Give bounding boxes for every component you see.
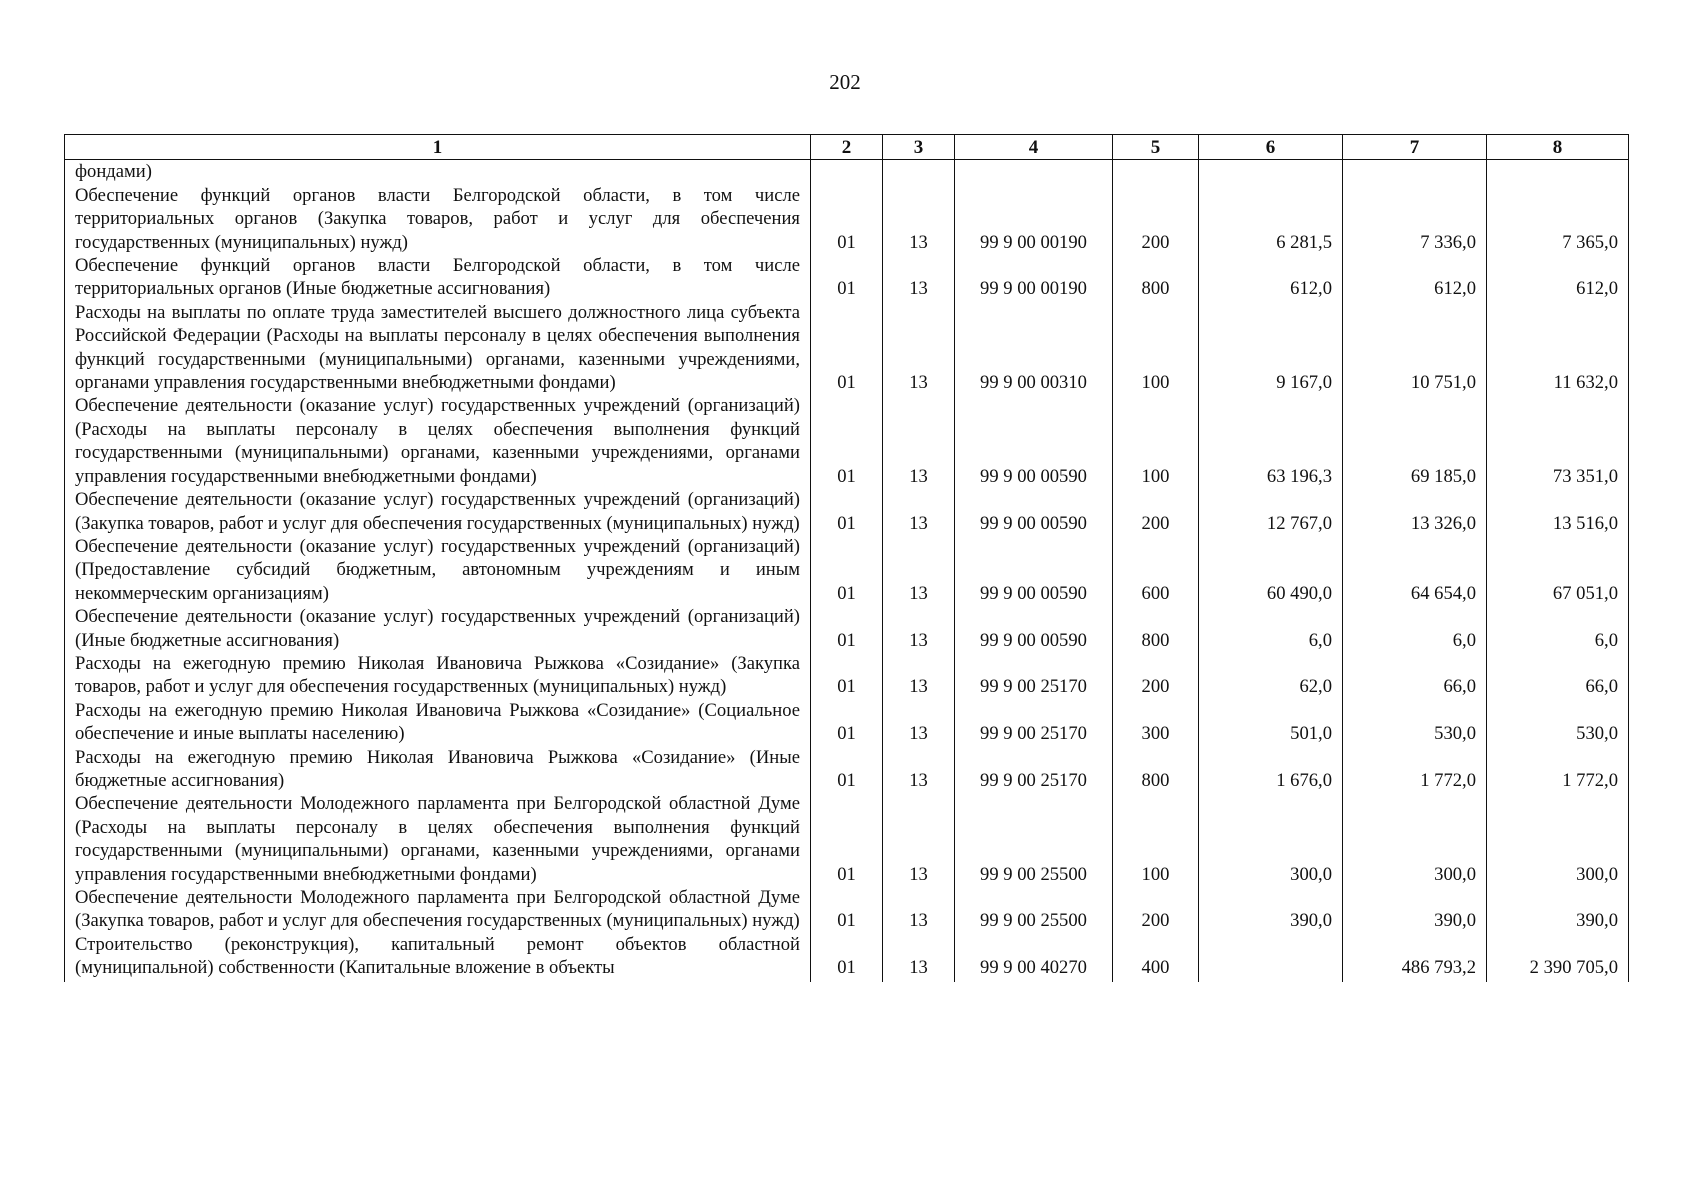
row-subsection: 13 — [883, 699, 955, 746]
row-target-article: 99 9 00 00590 — [955, 535, 1113, 605]
column-header-6: 6 — [1199, 135, 1343, 160]
row-amount-year-2: 7 336,0 — [1343, 184, 1487, 254]
row-amount-year-3 — [1487, 160, 1629, 184]
row-section: 01 — [811, 535, 883, 605]
row-description: Обеспечение деятельности (оказание услуг) государственных учреждений (организаций) (Расходы на выплаты персоналу в целях обеспечения выполнения функций государственными (муниципальными) органами, казенными учреждениями, органами управления государственными внебюджетными фондами) — [65, 394, 811, 488]
row-amount-year-1: 60 490,0 — [1199, 535, 1343, 605]
row-subsection: 13 — [883, 792, 955, 886]
row-section: 01 — [811, 746, 883, 793]
row-amount-year-3: 300,0 — [1487, 792, 1629, 886]
row-subsection: 13 — [883, 746, 955, 793]
table-row — [65, 184, 1629, 254]
table-row — [65, 488, 1629, 535]
row-description: Обеспечение деятельности (оказание услуг) государственных учреждений (организаций) (Иные бюджетные ассигнования) — [65, 605, 811, 652]
row-amount-year-2: 300,0 — [1343, 792, 1487, 886]
row-subsection: 13 — [883, 254, 955, 301]
row-subsection: 13 — [883, 301, 955, 395]
column-header-5: 5 — [1113, 135, 1199, 160]
row-amount-year-2: 390,0 — [1343, 886, 1487, 933]
table-row — [65, 160, 1629, 184]
table-row — [65, 535, 1629, 605]
row-section: 01 — [811, 699, 883, 746]
row-target-article: 99 9 00 25170 — [955, 652, 1113, 699]
row-amount-year-3: 73 351,0 — [1487, 394, 1629, 488]
row-amount-year-3: 1 772,0 — [1487, 746, 1629, 793]
row-amount-year-2: 10 751,0 — [1343, 301, 1487, 395]
row-section: 01 — [811, 605, 883, 652]
row-amount-year-3: 67 051,0 — [1487, 535, 1629, 605]
row-expense-type: 800 — [1113, 254, 1199, 301]
row-expense-type: 200 — [1113, 488, 1199, 535]
row-amount-year-1: 12 767,0 — [1199, 488, 1343, 535]
table-row — [65, 394, 1629, 488]
row-target-article: 99 9 00 00190 — [955, 254, 1113, 301]
row-expense-type: 200 — [1113, 652, 1199, 699]
row-amount-year-3: 66,0 — [1487, 652, 1629, 699]
row-description: Обеспечение деятельности (оказание услуг) государственных учреждений (организаций) (Закупка товаров, работ и услуг для обеспечения государственных (муниципальных) нужд) — [65, 488, 811, 535]
row-expense-type: 200 — [1113, 886, 1199, 933]
row-expense-type: 100 — [1113, 792, 1199, 886]
row-amount-year-2: 1 772,0 — [1343, 746, 1487, 793]
row-section: 01 — [811, 301, 883, 395]
row-amount-year-2 — [1343, 160, 1487, 184]
row-subsection — [883, 160, 955, 184]
row-description: Расходы на ежегодную премию Николая Ивановича Рыжкова «Созидание» (Социальное обеспечение и иные выплаты населению) — [65, 699, 811, 746]
row-expense-type: 800 — [1113, 746, 1199, 793]
row-amount-year-2: 612,0 — [1343, 254, 1487, 301]
row-target-article: 99 9 00 25170 — [955, 699, 1113, 746]
row-section: 01 — [811, 886, 883, 933]
table-row — [65, 792, 1629, 886]
row-amount-year-1 — [1199, 933, 1343, 982]
row-subsection: 13 — [883, 535, 955, 605]
column-header-8: 8 — [1487, 135, 1629, 160]
row-description: Строительство (реконструкция), капитальный ремонт объектов областной (муниципальной) собственности (Капитальные вложение в объекты — [65, 933, 811, 982]
row-section: 01 — [811, 933, 883, 982]
table-header-row — [65, 135, 1629, 160]
table-row — [65, 605, 1629, 652]
row-amount-year-1: 6 281,5 — [1199, 184, 1343, 254]
row-expense-type: 100 — [1113, 301, 1199, 395]
row-description: Обеспечение функций органов власти Белгородской области, в том числе территориальных органов (Иные бюджетные ассигнования) — [65, 254, 811, 301]
row-amount-year-2: 64 654,0 — [1343, 535, 1487, 605]
row-section: 01 — [811, 652, 883, 699]
row-description: Расходы на ежегодную премию Николая Ивановича Рыжкова «Созидание» (Закупка товаров, работ и услуг для обеспечения государственных (муниципальных) нужд) — [65, 652, 811, 699]
row-amount-year-1: 300,0 — [1199, 792, 1343, 886]
row-subsection: 13 — [883, 394, 955, 488]
row-expense-type: 800 — [1113, 605, 1199, 652]
budget-table — [64, 134, 1629, 982]
row-amount-year-2: 66,0 — [1343, 652, 1487, 699]
column-header-7: 7 — [1343, 135, 1487, 160]
row-description: Обеспечение деятельности Молодежного парламента при Белгородской областной Думе (Расходы на выплаты персоналу в целях обеспечения выполнения функций государственными (муниципальными) органами, казенными учреждениями, органами управления государственными внебюджетными фондами) — [65, 792, 811, 886]
column-header-3: 3 — [883, 135, 955, 160]
row-amount-year-2: 13 326,0 — [1343, 488, 1487, 535]
row-target-article: 99 9 00 00590 — [955, 394, 1113, 488]
row-description: Расходы на выплаты по оплате труда заместителей высшего должностного лица субъекта Российской Федерации (Расходы на выплаты персоналу в целях обеспечения выполнения функций государственными (муниципальными) органами, казенными учреждениями, органами управления государственными внебюджетными фондами) — [65, 301, 811, 395]
table-row — [65, 652, 1629, 699]
table-row — [65, 301, 1629, 395]
row-amount-year-1: 612,0 — [1199, 254, 1343, 301]
row-expense-type: 100 — [1113, 394, 1199, 488]
row-target-article: 99 9 00 00590 — [955, 605, 1113, 652]
row-section: 01 — [811, 394, 883, 488]
row-section: 01 — [811, 792, 883, 886]
row-subsection: 13 — [883, 184, 955, 254]
page-number: 202 — [829, 70, 861, 94]
row-subsection: 13 — [883, 605, 955, 652]
row-target-article: 99 9 00 25500 — [955, 886, 1113, 933]
row-target-article: 99 9 00 25170 — [955, 746, 1113, 793]
row-amount-year-1: 9 167,0 — [1199, 301, 1343, 395]
column-header-1: 1 — [65, 135, 811, 160]
row-description: фондами) — [65, 160, 811, 184]
row-section: 01 — [811, 488, 883, 535]
row-amount-year-3: 6,0 — [1487, 605, 1629, 652]
row-subsection: 13 — [883, 933, 955, 982]
row-target-article: 99 9 00 00310 — [955, 301, 1113, 395]
row-expense-type: 300 — [1113, 699, 1199, 746]
row-amount-year-1: 390,0 — [1199, 886, 1343, 933]
row-description: Расходы на ежегодную премию Николая Ивановича Рыжкова «Созидание» (Иные бюджетные ассигнования) — [65, 746, 811, 793]
row-amount-year-1: 1 676,0 — [1199, 746, 1343, 793]
row-target-article: 99 9 00 00190 — [955, 184, 1113, 254]
row-amount-year-3: 13 516,0 — [1487, 488, 1629, 535]
row-subsection: 13 — [883, 886, 955, 933]
row-description: Обеспечение деятельности Молодежного парламента при Белгородской областной Думе (Закупка товаров, работ и услуг для обеспечения государственных (муниципальных) нужд) — [65, 886, 811, 933]
row-section: 01 — [811, 184, 883, 254]
row-amount-year-1: 63 196,3 — [1199, 394, 1343, 488]
row-subsection: 13 — [883, 488, 955, 535]
row-amount-year-1: 6,0 — [1199, 605, 1343, 652]
table-row — [65, 886, 1629, 933]
row-target-article: 99 9 00 25500 — [955, 792, 1113, 886]
row-expense-type: 400 — [1113, 933, 1199, 982]
row-amount-year-2: 6,0 — [1343, 605, 1487, 652]
row-amount-year-3: 7 365,0 — [1487, 184, 1629, 254]
table-row — [65, 699, 1629, 746]
table-body — [65, 160, 1629, 982]
row-amount-year-3: 530,0 — [1487, 699, 1629, 746]
column-header-2: 2 — [811, 135, 883, 160]
table-row — [65, 933, 1629, 982]
table-row — [65, 254, 1629, 301]
row-target-article: 99 9 00 40270 — [955, 933, 1113, 982]
row-amount-year-1: 501,0 — [1199, 699, 1343, 746]
row-amount-year-3: 2 390 705,0 — [1487, 933, 1629, 982]
row-target-article — [955, 160, 1113, 184]
row-expense-type — [1113, 160, 1199, 184]
row-target-article: 99 9 00 00590 — [955, 488, 1113, 535]
row-description: Обеспечение функций органов власти Белгородской области, в том числе территориальных органов (Закупка товаров, работ и услуг для обеспечения государственных (муниципальных) нужд) — [65, 184, 811, 254]
row-section — [811, 160, 883, 184]
row-amount-year-1: 62,0 — [1199, 652, 1343, 699]
row-subsection: 13 — [883, 652, 955, 699]
row-amount-year-3: 612,0 — [1487, 254, 1629, 301]
row-section: 01 — [811, 254, 883, 301]
row-amount-year-2: 486 793,2 — [1343, 933, 1487, 982]
row-amount-year-3: 11 632,0 — [1487, 301, 1629, 395]
row-expense-type: 600 — [1113, 535, 1199, 605]
table-row — [65, 746, 1629, 793]
row-amount-year-3: 390,0 — [1487, 886, 1629, 933]
column-header-4: 4 — [955, 135, 1113, 160]
row-amount-year-2: 530,0 — [1343, 699, 1487, 746]
row-description: Обеспечение деятельности (оказание услуг) государственных учреждений (организаций) (Предоставление субсидий бюджетным, автономным учреждениям и иным некоммерческим организациям) — [65, 535, 811, 605]
row-expense-type: 200 — [1113, 184, 1199, 254]
row-amount-year-2: 69 185,0 — [1343, 394, 1487, 488]
row-amount-year-1 — [1199, 160, 1343, 184]
